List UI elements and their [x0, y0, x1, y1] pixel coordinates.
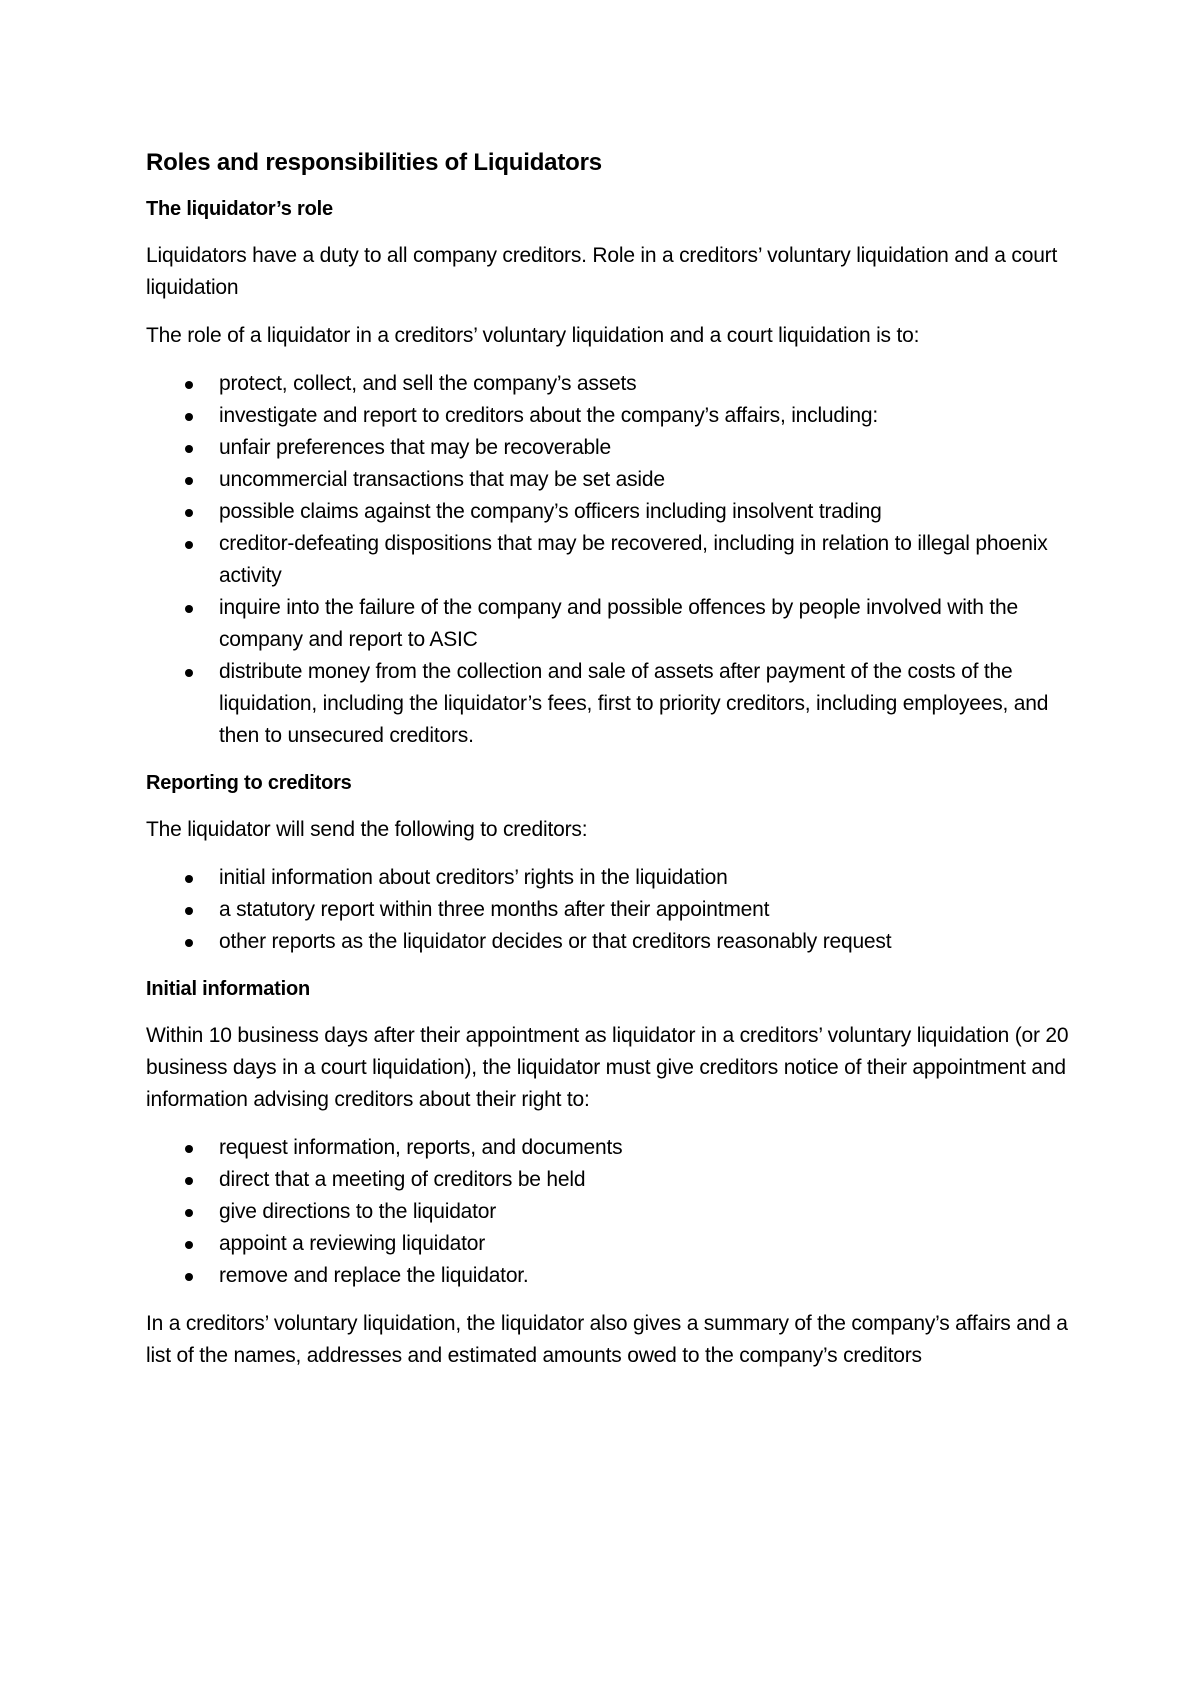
list-item-text: uncommercial transactions that may be set aside: [219, 468, 665, 491]
list-item-text: inquire into the failure of the company and possible offences by people involved with the company and report to ASIC: [219, 596, 1019, 651]
section-heading-reporting: Reporting to creditors: [146, 772, 352, 794]
document-title: Roles and responsibilities of Liquidators: [146, 149, 602, 176]
list-item-text: initial information about creditors’ rights in the liquidation: [219, 866, 728, 889]
list-item-text: creditor-defeating dispositions that may be recovered, including in relation to illegal phoenix activity: [219, 532, 1048, 587]
list-item: [146, 894, 1076, 926]
bullet-icon: [185, 1177, 193, 1185]
list-item-text: possible claims against the company’s officers including insolvent trading: [219, 500, 882, 523]
list-item-text: other reports as the liquidator decides or that creditors reasonably request: [219, 930, 892, 953]
list-item: [146, 1260, 1076, 1292]
bullet-icon: [185, 381, 193, 389]
list-item: [146, 926, 1076, 958]
bullet-icon: [185, 875, 193, 883]
bullet-icon: [185, 1145, 193, 1153]
document-body: [146, 146, 1076, 1388]
bullet-icon: [185, 907, 193, 915]
list-item: [146, 432, 1076, 464]
bullet-icon: [185, 413, 193, 421]
list-item-text: protect, collect, and sell the company’s assets: [219, 372, 637, 395]
initial-closing-paragraph: In a creditors’ voluntary liquidation, the liquidator also gives a summary of the company’s affairs and a list of the names, addresses and estimated amounts owed to the company’s creditors: [146, 1312, 1068, 1367]
reporting-bullet-list: [146, 862, 1076, 958]
bullet-icon: [185, 1273, 193, 1281]
role-lead-paragraph: The role of a liquidator in a creditors’ voluntary liquidation and a court liquidation is to:: [146, 324, 920, 347]
list-item-text: remove and replace the liquidator.: [219, 1264, 529, 1287]
role-intro-paragraph: Liquidators have a duty to all company creditors. Role in a creditors’ voluntary liquidation and a court liquidation: [146, 244, 1058, 299]
bullet-icon: [185, 605, 193, 613]
list-item-text: a statutory report within three months after their appointment: [219, 898, 770, 921]
list-item-text: investigate and report to creditors about the company’s affairs, including:: [219, 404, 878, 427]
list-item-text: distribute money from the collection and sale of assets after payment of the costs of the liquidation, including the liquidator’s fees, first to priority creditors, including employees, and then to unsecured creditors.: [219, 660, 1049, 747]
section-heading-role: The liquidator’s role: [146, 198, 333, 220]
list-item: [146, 592, 1076, 656]
list-item: [146, 464, 1076, 496]
list-item: [146, 862, 1076, 894]
list-item-text: give directions to the liquidator: [219, 1200, 497, 1223]
role-bullet-list: [146, 368, 1076, 752]
bullet-icon: [185, 669, 193, 677]
list-item: [146, 1196, 1076, 1228]
list-item: [146, 368, 1076, 400]
list-item: [146, 656, 1076, 752]
list-item: [146, 1164, 1076, 1196]
list-item: [146, 496, 1076, 528]
list-item: [146, 400, 1076, 432]
bullet-icon: [185, 541, 193, 549]
bullet-icon: [185, 1209, 193, 1217]
list-item-text: request information, reports, and documents: [219, 1136, 623, 1159]
list-item-text: appoint a reviewing liquidator: [219, 1232, 486, 1255]
bullet-icon: [185, 1241, 193, 1249]
initial-bullet-list: [146, 1132, 1076, 1292]
initial-lead-paragraph: Within 10 business days after their appointment as liquidator in a creditors’ voluntary liquidation (or 20 business days in a court liquidation), the liquidator must give creditors notice of their appointment and information advising creditors about their right to:: [146, 1024, 1069, 1111]
section-heading-initial: Initial information: [146, 978, 310, 1000]
bullet-icon: [185, 939, 193, 947]
bullet-icon: [185, 509, 193, 517]
list-item: [146, 1228, 1076, 1260]
bullet-icon: [185, 445, 193, 453]
list-item-text: unfair preferences that may be recoverable: [219, 436, 611, 459]
reporting-lead-paragraph: The liquidator will send the following to creditors:: [146, 818, 588, 841]
bullet-icon: [185, 477, 193, 485]
list-item: [146, 1132, 1076, 1164]
list-item-text: direct that a meeting of creditors be held: [219, 1168, 586, 1191]
list-item: [146, 528, 1076, 592]
